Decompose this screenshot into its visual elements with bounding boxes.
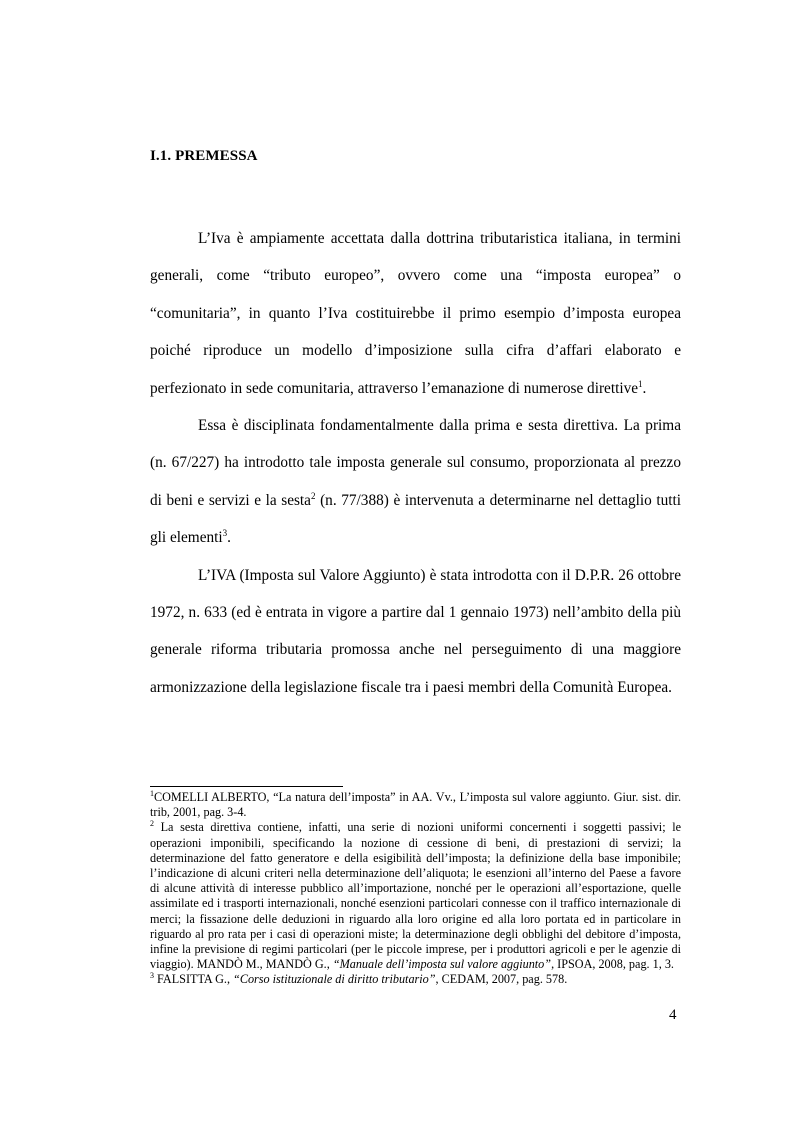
page-number: 4 [669,1007,677,1023]
footnote-ref[interactable]: 1 [638,378,643,389]
footnotes [150,790,681,988]
body-text [150,220,681,706]
footnote: $^3$ FALSITTA G., “Corso istituzionale di diritto tributario”, CEDAM, 2007, pag. 578. [150,971,568,987]
paragraph: L’IVA (Imposta sul Valore Aggiunto) è stata introdotta con il D.P.R. 26 ottobre 1972, n. 633 (ed è entrata in vigore a partire dal 1 gennaio 1973) nell’ambito della più generale riforma tributaria promossa anche nel perseguimento di una maggiore armonizzazione della legislazione fiscale tra i paesi membri della Comunità Europea. [150,566,681,696]
cited-title: “Manuale dell’imposta sul valore aggiunto” [332,957,552,972]
footnote-ref[interactable]: 3 [222,528,228,539]
footnote: $^2$ La sesta direttiva contiene, infatti, una serie di nozioni uniformi concernenti i soggetti passivi; le operazioni imponibili, specificando la nozione di cessione di beni, di prestazioni di servizi; la determinazione del fatto generatore e della esigibilità dell’imposta; la definizione della base imponibile; l’indicazione di alcuni criteri nella determinazione dell’aliquota; le esenzioni all’interno del Paese a favore di alcune attività di interesse pubblico all’importazione, nonché per le operazioni all’esportazione, quelle assimilate ed i trasporti internazionali, nonché esenzioni particolari connesse con il traffico internazionale di merci; la fissazione delle deduzioni in riguardo alla loro origine ed alla loro portata ed in particolare in riguardo al pro rata per i casi di operazioni miste; la determinazione degli obblighi del debitore d’imposta, infine la previsione di regimi particolari (per le piccole imprese, per i produttori agricoli e per le agenzie di viaggio). MANDÒ M., MANDÒ G., “Manuale dell’imposta sul valore aggiunto”, IPSOA, 2008, pag. 1, 3. [150,819,681,972]
paragraph: L’Iva è ampiamente accettata dalla dottrina tributaristica italiana, in termini generali, come “tributo europeo”, ovvero come una “imposta europea” o “comunitaria”, in quanto l’Iva costituirebbe il primo esempio d’imposta europea poiché riproduce un modello d’imposizione sulla cifra d’affari elaborato e perfezionato in sede comunitaria, attraverso l’emanazione di numerose direttive$^1$. [150,230,681,397]
paragraph: Essa è disciplinata fondamentalmente dalla prima e sesta direttiva. La prima (n. 67/227) ha introdotto tale imposta generale sul consumo, proporzionata al prezzo di beni e servizi e la sesta$^2$ (n. 77/388) è intervenuta a determinarne nel dettaglio tutti gli elementi$^3$. [150,417,681,547]
footnote-separator [150,786,343,787]
footnote-mark: 2 [150,819,154,829]
section-heading: I.1. PREMESSA [150,148,258,164]
footnote: $^1$COMELLI ALBERTO, “La natura dell’imposta” in AA. Vv., L’imposta sul valore aggiunto. Giur. sist. dir. trib, 2001, pag. 3-4. [150,789,681,820]
footnote-mark: 1 [150,789,154,798]
footnote-ref[interactable]: 2 [310,490,316,501]
cited-title: “Corso istituzionale di diritto tributario” [233,972,436,987]
footnote-mark: 3 [150,971,154,981]
